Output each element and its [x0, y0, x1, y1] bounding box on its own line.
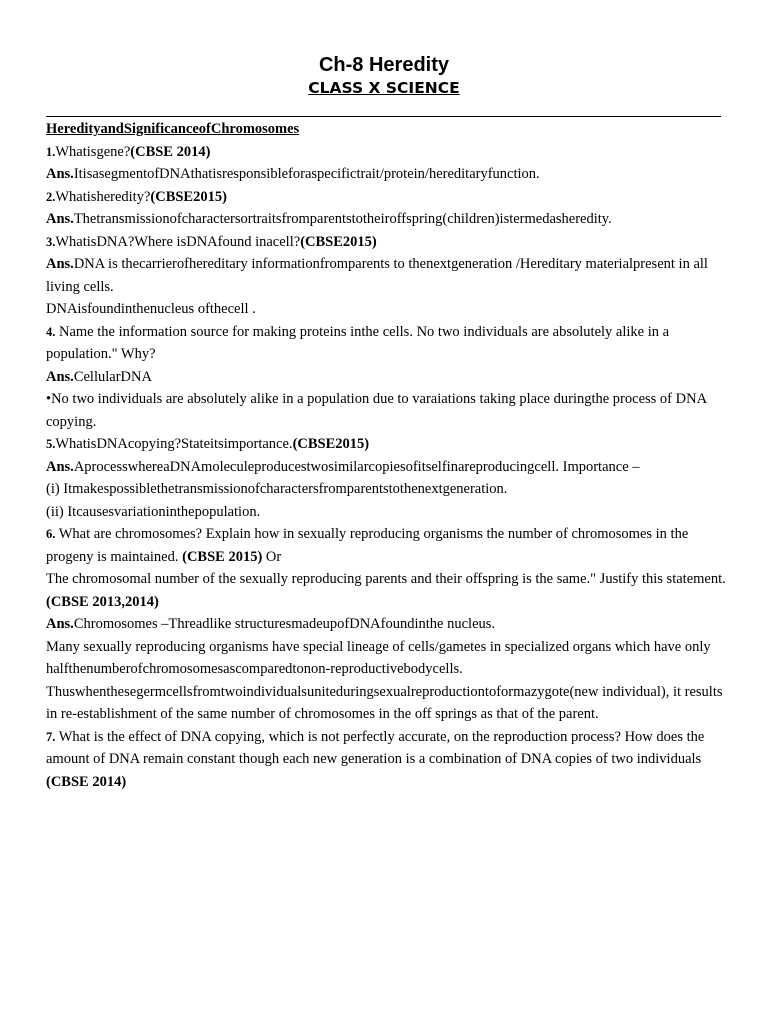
answer-3-continued: DNAisfoundinthenucleus ofthecell .	[46, 301, 256, 317]
answer-label: Ans.	[46, 211, 74, 227]
question-6	[46, 523, 726, 568]
answer-text: AprocesswhereaDNAmoleculeproducestwosimilarcopiesofitselfinareproducingcell. Importance –	[73, 458, 640, 475]
question-text: Name the information source for making proteins inthe cells. No two individuals are absolutely alike in a population." Why?	[46, 323, 670, 362]
answer-6-paragraph-1: Many sexually reproducing organisms have special lineage of cells/gametes in specialized organs which have only halfthenumberofchromosomesascomparedtonon-reproductivebodycells.	[46, 638, 711, 677]
question-number: 3.	[46, 234, 56, 249]
exam-reference: (CBSE 2014)	[46, 773, 127, 790]
answer-label: Ans.	[46, 166, 74, 182]
answer-5	[46, 456, 726, 479]
question-text: What is the effect of DNA copying, which is not perfectly accurate, on the reproduction process? How does the amount of DNA remain constant though each new generation is a combination of DNA copies of two individuals	[46, 728, 705, 767]
answer-text: Thetransmissionofcharactersortraitsfromparentstotheiroffspring(children)istermedasheredity.	[73, 211, 612, 227]
answer-3	[46, 253, 726, 298]
importance-point-2: (ii) Itcausesvariationinthepopulation.	[46, 503, 261, 520]
question-3	[46, 231, 726, 254]
question-text: Whatisgene?	[55, 143, 131, 160]
answer-6	[46, 613, 726, 636]
page-title: Ch-8 Heredity	[318, 54, 450, 76]
answer-text: ItisasegmentofDNAthatisresponsibleforaspecifictrait/protein/hereditaryfunction.	[73, 166, 540, 182]
question-number: 7.	[46, 729, 56, 744]
or-separator: Or	[262, 548, 282, 565]
question-number: 1.	[46, 144, 56, 159]
importance-point-1: (i) Itmakespossiblethetransmissionofcharactersfromparentstothenextgeneration.	[46, 481, 508, 497]
exam-reference: (CBSE 2013,2014)	[46, 593, 159, 610]
answer-4-note: •No two individuals are absolutely alike in a population due to varaiations taking place duringthe process of DNA copying.	[46, 391, 707, 430]
page-subtitle: CLASS X SCIENCE	[308, 79, 460, 97]
question-4	[46, 321, 726, 366]
answer-2	[46, 208, 726, 231]
answer-6-paragraph-2: Thuswhenthesegermcellsfromtwoindividualsuniteduringsexualreproductiontoformazygote(new individual), it results in re-establishment of the same number of chromosomes in the off springs as that of the parent.	[46, 683, 723, 722]
document-body	[46, 118, 726, 793]
answer-1	[46, 163, 726, 186]
question-number: 2.	[46, 189, 56, 204]
question-1	[46, 141, 726, 164]
question-6-alternate	[46, 568, 726, 613]
answer-text: CellularDNA	[73, 368, 152, 385]
section-heading: HeredityandSignificanceofChromosomes	[46, 121, 300, 137]
answer-label: Ans.	[46, 458, 74, 475]
answer-label: Ans.	[46, 616, 74, 632]
answer-4	[46, 366, 726, 389]
question-number: 6.	[46, 527, 56, 541]
answer-label: Ans.	[46, 368, 74, 385]
question-5	[46, 433, 726, 456]
question-text: WhatisDNAcopying?Stateitsimportance.	[55, 436, 293, 452]
exam-reference: (CBSE2015)	[300, 233, 377, 250]
exam-reference: (CBSE 2015)	[182, 548, 263, 565]
exam-reference: (CBSE2015)	[292, 436, 370, 452]
answer-text: DNA is thecarrierofhereditary informationfromparents to thenextgeneration /Hereditary materialpresent in all living cells.	[46, 256, 708, 295]
question-7	[46, 726, 726, 771]
question-2	[46, 186, 726, 209]
question-text: WhatisDNA?Where isDNAfound inacell?	[55, 233, 301, 250]
question-text: Whatisheredity?	[55, 188, 151, 205]
answer-text: Chromosomes –Threadlike structuresmadeupofDNAfoundinthe nucleus.	[73, 616, 496, 632]
question-number: 4.	[46, 324, 56, 339]
question-text: What are chromosomes? Explain how in sexually reproducing organisms the number of chromosomes in the progeny is maintained.	[46, 526, 689, 565]
exam-reference: (CBSE2015)	[150, 188, 227, 205]
exam-reference: (CBSE 2014)	[130, 143, 211, 160]
question-text: The chromosomal number of the sexually reproducing parents and their offspring is the same." Justify this statement.	[46, 571, 726, 587]
question-number: 5.	[46, 437, 56, 451]
answer-label: Ans.	[46, 256, 74, 272]
header-divider	[46, 116, 721, 117]
